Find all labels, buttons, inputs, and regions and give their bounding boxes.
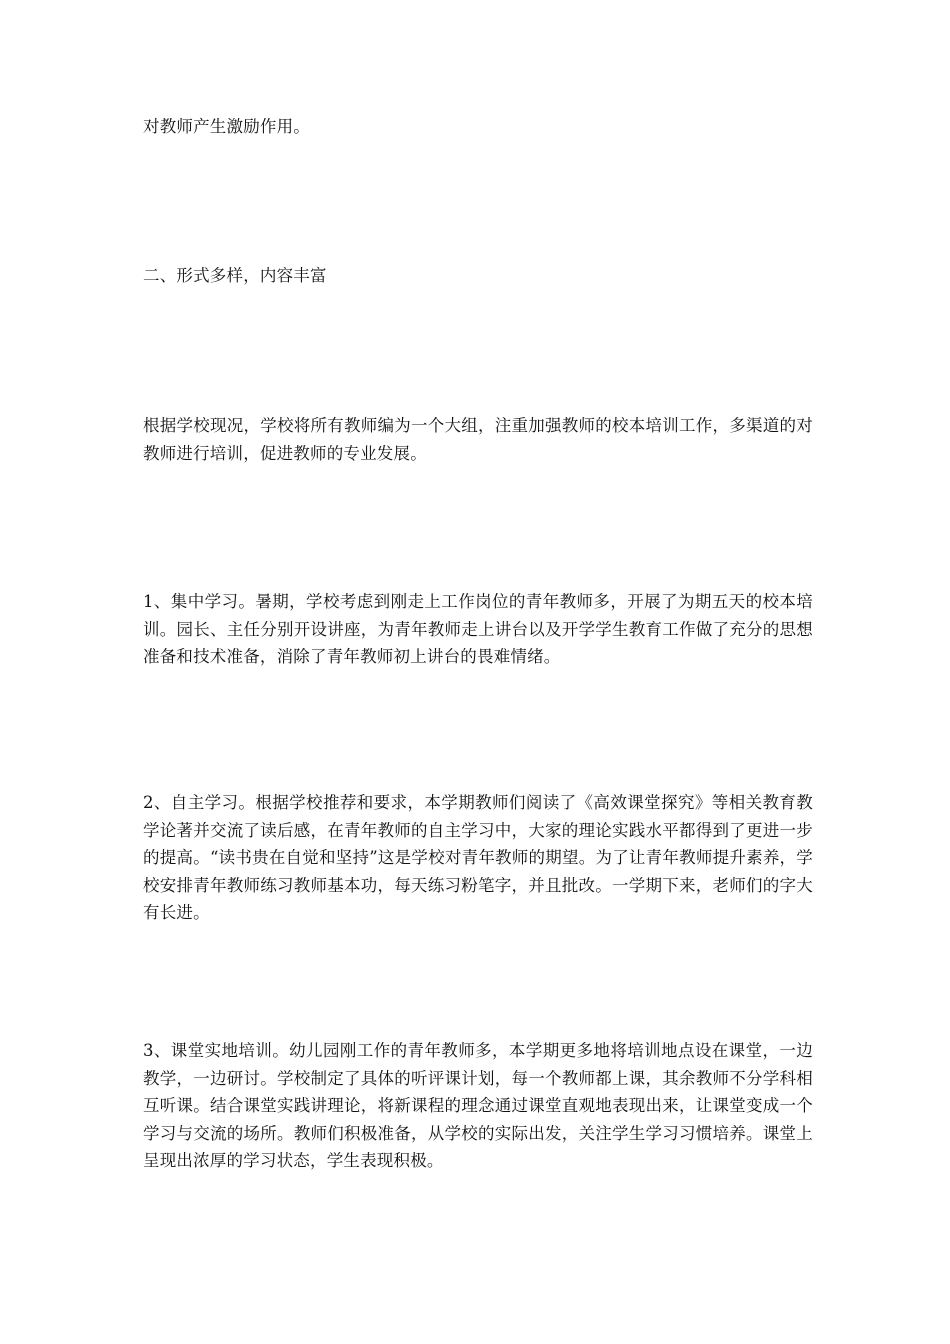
overview-paragraph: 根据学校现况，学校将所有教师编为一个大组，注重加强教师的校本培训工作，多渠道的对教师进行培训，促进教师的专业发展。 — [143, 416, 813, 463]
item-3-paragraph: 3、课堂实地培训。幼儿园刚工作的青年教师多，本学期更多地将培训地点设在课堂，一边教学，一边研讨。学校制定了具体的听评课计划，每一个教师都上课，其余教师不分学科相互听课。结合课堂实践讲理论，将新课程的理念通过课堂直观地表现出来，让课堂变成一个学习与交流的场所。教师们积极准备，从学校的实际出发，关注学生学习习惯培养。课堂上呈现出浓厚的学习状态，学生表现积极。 — [143, 1041, 813, 1171]
intro-paragraph: 对教师产生激励作用。 — [143, 117, 310, 136]
item-1-paragraph: 1、集中学习。暑期，学校考虑到刚走上工作岗位的青年教师多，开展了为期五天的校本培训。园长、主任分别开设讲座，为青年教师走上讲台以及开学学生教育工作做了充分的思想准备和技术准备，消除了青年教师初上讲台的畏难情绪。 — [143, 592, 813, 667]
section-heading: 二、形式多样，内容丰富 — [143, 266, 327, 285]
item-2-paragraph: 2、自主学习。根据学校推荐和要求，本学期教师们阅读了《高效课堂探究》等相关教育教学论著并交流了读后感，在青年教师的自主学习中，大家的理论实践水平都得到了更进一步的提高。“读书贵在自觉和坚持”这是学校对青年教师的期望。为了让青年教师提升素养，学校安排青年教师练习教师基本功，每天练习粉笔字，并且批改。一学期下来，老师们的字大有长进。 — [143, 793, 813, 923]
